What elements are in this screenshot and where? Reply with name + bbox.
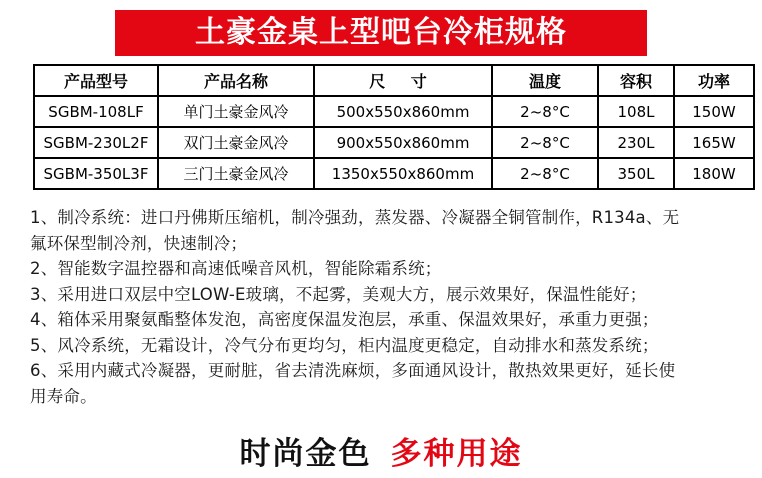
cell-volume: 108L bbox=[598, 96, 674, 127]
column-header-size: 尺 寸 bbox=[314, 65, 492, 96]
table-header-row bbox=[34, 65, 754, 96]
page-title: 土豪金桌上型吧台冷柜规格 bbox=[195, 15, 567, 50]
column-header-power: 功率 bbox=[674, 65, 754, 96]
cell-power: 165W bbox=[674, 127, 754, 158]
cell-volume: 350L bbox=[598, 158, 674, 189]
cell-temperature: 2~8°C bbox=[492, 158, 598, 189]
specification-table bbox=[33, 64, 755, 190]
cell-size: 900x550x860mm bbox=[314, 127, 492, 158]
cell-size: 1350x550x860mm bbox=[314, 158, 492, 189]
slogan-highlight: 多种用途 bbox=[390, 436, 523, 472]
feature-line: 5、风冷系统，无霜设计，冷气分布更均匀，柜内温度更稳定，自动排水和蒸发系统； bbox=[30, 335, 659, 355]
feature-line: 6、采用内藏式冷凝器，更耐脏，省去清洗麻烦，多面通风设计，散热效果更好，延长使 bbox=[30, 361, 676, 380]
cell-temperature: 2~8°C bbox=[492, 96, 598, 127]
cell-power: 180W bbox=[674, 158, 754, 189]
cell-volume: 230L bbox=[598, 127, 674, 158]
cell-temperature: 2~8°C bbox=[492, 127, 598, 158]
cell-name: 三门土豪金风冷 bbox=[158, 158, 314, 189]
column-header-temperature: 温度 bbox=[492, 65, 598, 96]
cell-name: 双门土豪金风冷 bbox=[158, 127, 314, 158]
title-banner bbox=[115, 10, 647, 56]
column-header-volume: 容积 bbox=[598, 65, 674, 96]
slogan-primary: 时尚金色 bbox=[239, 436, 372, 472]
feature-line: 2、智能数字温控器和高速低噪音风机，智能除霜系统； bbox=[30, 259, 442, 278]
footer-slogan bbox=[0, 428, 762, 473]
column-header-name: 产品名称 bbox=[158, 65, 314, 96]
cell-model: SGBM-350L3F bbox=[34, 158, 158, 189]
cell-size: 500x550x860mm bbox=[314, 96, 492, 127]
table-row bbox=[34, 158, 754, 189]
cell-power: 150W bbox=[674, 96, 754, 127]
feature-line: 3、采用进口双层中空LOW-E玻璃，不起雾，美观大方，展示效果好，保温性能好； bbox=[30, 284, 647, 304]
table-row bbox=[34, 96, 754, 127]
cell-name: 单门土豪金风冷 bbox=[158, 96, 314, 127]
column-header-model: 产品型号 bbox=[34, 65, 158, 96]
feature-line: 1、制冷系统：进口丹佛斯压缩机，制冷强劲，蒸发器、冷凝器全铜管制作，R134a、无 bbox=[30, 208, 680, 227]
cell-model: SGBM-230L2F bbox=[34, 127, 158, 158]
feature-line: 用寿命。 bbox=[30, 386, 97, 406]
feature-line: 4、箱体采用聚氨酯整体发泡，高密度保温发泡层，承重、保温效果好，承重力更强； bbox=[30, 310, 659, 329]
cell-model: SGBM-108LF bbox=[34, 96, 158, 127]
feature-line: 氟环保型制冷剂，快速制冷； bbox=[30, 233, 248, 253]
feature-list bbox=[30, 205, 740, 409]
table-row bbox=[34, 127, 754, 158]
